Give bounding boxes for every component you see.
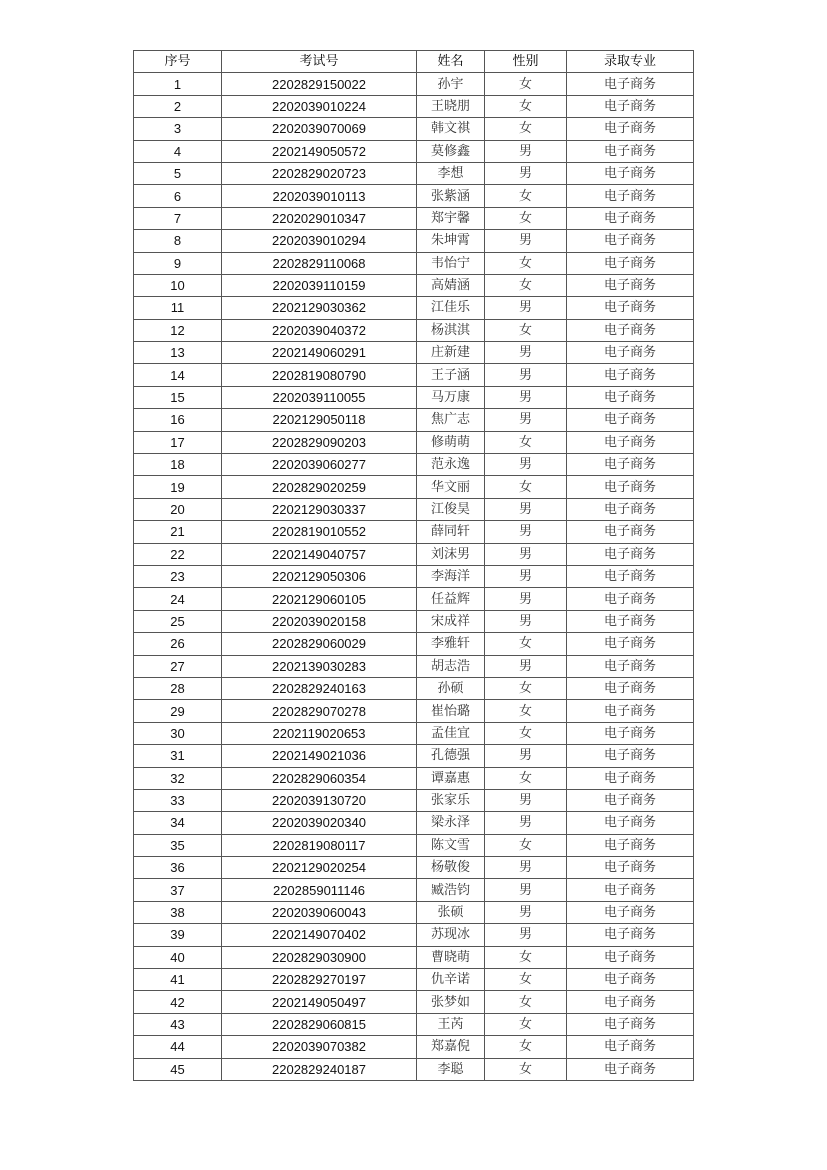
cell-gender: 男 (485, 745, 567, 767)
table-row (134, 610, 694, 632)
cell-name: 杨敬俊 (417, 857, 485, 879)
cell-major: 电子商务 (567, 73, 694, 95)
cell-name: 修萌萌 (417, 431, 485, 453)
cell-seq: 31 (134, 745, 222, 767)
cell-name: 韩文祺 (417, 118, 485, 140)
cell-gender: 男 (485, 386, 567, 408)
table-row (134, 454, 694, 476)
cell-gender: 男 (485, 565, 567, 587)
cell-name: 张家乐 (417, 789, 485, 811)
cell-name: 范永逸 (417, 454, 485, 476)
cell-exam-no: 2202829070278 (222, 700, 417, 722)
cell-name: 孟佳宜 (417, 722, 485, 744)
cell-seq: 27 (134, 655, 222, 677)
cell-name: 李雅轩 (417, 633, 485, 655)
table-row (134, 655, 694, 677)
cell-seq: 11 (134, 297, 222, 319)
cell-seq: 10 (134, 274, 222, 296)
cell-seq: 35 (134, 834, 222, 856)
cell-gender: 男 (485, 901, 567, 923)
cell-exam-no: 2202829030900 (222, 946, 417, 968)
header-seq: 序号 (134, 51, 222, 73)
cell-seq: 33 (134, 789, 222, 811)
table-row (134, 73, 694, 95)
cell-seq: 26 (134, 633, 222, 655)
cell-major: 电子商务 (567, 297, 694, 319)
cell-exam-no: 2202819080117 (222, 834, 417, 856)
table-row (134, 677, 694, 699)
cell-name: 郑宇馨 (417, 207, 485, 229)
cell-exam-no: 2202829270197 (222, 969, 417, 991)
cell-major: 电子商务 (567, 722, 694, 744)
cell-name: 王子涵 (417, 364, 485, 386)
cell-seq: 30 (134, 722, 222, 744)
cell-gender: 女 (485, 207, 567, 229)
cell-seq: 21 (134, 521, 222, 543)
cell-gender: 女 (485, 476, 567, 498)
cell-major: 电子商务 (567, 342, 694, 364)
cell-exam-no: 2202029010347 (222, 207, 417, 229)
table-row (134, 274, 694, 296)
cell-major: 电子商务 (567, 901, 694, 923)
cell-seq: 6 (134, 185, 222, 207)
cell-seq: 16 (134, 409, 222, 431)
table-row (134, 745, 694, 767)
cell-seq: 37 (134, 879, 222, 901)
cell-major: 电子商务 (567, 543, 694, 565)
cell-seq: 43 (134, 1013, 222, 1035)
cell-name: 陈文雪 (417, 834, 485, 856)
cell-seq: 9 (134, 252, 222, 274)
cell-seq: 18 (134, 454, 222, 476)
table-row (134, 118, 694, 140)
cell-gender: 男 (485, 924, 567, 946)
cell-major: 电子商务 (567, 409, 694, 431)
cell-major: 电子商务 (567, 1013, 694, 1035)
cell-gender: 男 (485, 812, 567, 834)
cell-exam-no: 2202119020653 (222, 722, 417, 744)
table-row (134, 431, 694, 453)
cell-major: 电子商务 (567, 700, 694, 722)
cell-major: 电子商务 (567, 185, 694, 207)
cell-gender: 男 (485, 297, 567, 319)
cell-major: 电子商务 (567, 812, 694, 834)
cell-major: 电子商务 (567, 476, 694, 498)
cell-seq: 23 (134, 565, 222, 587)
cell-major: 电子商务 (567, 789, 694, 811)
cell-name: 焦广志 (417, 409, 485, 431)
cell-name: 薛同轩 (417, 521, 485, 543)
table-row (134, 700, 694, 722)
cell-seq: 44 (134, 1036, 222, 1058)
cell-name: 马万康 (417, 386, 485, 408)
cell-exam-no: 2202129020254 (222, 857, 417, 879)
cell-gender: 女 (485, 319, 567, 341)
cell-exam-no: 2202859011146 (222, 879, 417, 901)
cell-major: 电子商务 (567, 252, 694, 274)
cell-gender: 女 (485, 633, 567, 655)
cell-major: 电子商务 (567, 767, 694, 789)
cell-name: 曹晓萌 (417, 946, 485, 968)
cell-name: 张紫涵 (417, 185, 485, 207)
cell-gender: 男 (485, 342, 567, 364)
cell-name: 孙宇 (417, 73, 485, 95)
header-row (134, 51, 694, 73)
cell-exam-no: 2202039010113 (222, 185, 417, 207)
cell-major: 电子商务 (567, 655, 694, 677)
cell-name: 张硕 (417, 901, 485, 923)
cell-major: 电子商务 (567, 521, 694, 543)
cell-name: 高婧涵 (417, 274, 485, 296)
cell-exam-no: 2202039060277 (222, 454, 417, 476)
cell-seq: 20 (134, 498, 222, 520)
cell-gender: 女 (485, 700, 567, 722)
table-row (134, 162, 694, 184)
cell-name: 朱坤霄 (417, 230, 485, 252)
table-row (134, 252, 694, 274)
cell-major: 电子商务 (567, 857, 694, 879)
cell-gender: 女 (485, 252, 567, 274)
cell-major: 电子商务 (567, 1058, 694, 1080)
cell-seq: 3 (134, 118, 222, 140)
table-row (134, 521, 694, 543)
cell-exam-no: 2202149021036 (222, 745, 417, 767)
table-row (134, 498, 694, 520)
cell-exam-no: 2202149050497 (222, 991, 417, 1013)
cell-name: 任益辉 (417, 588, 485, 610)
cell-major: 电子商务 (567, 454, 694, 476)
cell-major: 电子商务 (567, 834, 694, 856)
cell-major: 电子商务 (567, 274, 694, 296)
table-row (134, 1036, 694, 1058)
cell-major: 电子商务 (567, 991, 694, 1013)
cell-exam-no: 2202039070069 (222, 118, 417, 140)
table-row (134, 140, 694, 162)
cell-seq: 42 (134, 991, 222, 1013)
cell-exam-no: 2202829240187 (222, 1058, 417, 1080)
table-row (134, 364, 694, 386)
cell-name: 臧浩钧 (417, 879, 485, 901)
cell-gender: 男 (485, 610, 567, 632)
cell-seq: 39 (134, 924, 222, 946)
cell-exam-no: 2202129030362 (222, 297, 417, 319)
cell-gender: 女 (485, 677, 567, 699)
cell-seq: 32 (134, 767, 222, 789)
cell-name: 李聪 (417, 1058, 485, 1080)
cell-gender: 女 (485, 73, 567, 95)
cell-major: 电子商务 (567, 565, 694, 587)
table-row (134, 722, 694, 744)
cell-exam-no: 2202829150022 (222, 73, 417, 95)
cell-exam-no: 2202829060029 (222, 633, 417, 655)
cell-exam-no: 2202039020158 (222, 610, 417, 632)
cell-seq: 45 (134, 1058, 222, 1080)
header-name: 姓名 (417, 51, 485, 73)
cell-seq: 14 (134, 364, 222, 386)
cell-seq: 4 (134, 140, 222, 162)
cell-exam-no: 2202149070402 (222, 924, 417, 946)
cell-exam-no: 2202829060354 (222, 767, 417, 789)
cell-gender: 女 (485, 185, 567, 207)
cell-seq: 7 (134, 207, 222, 229)
cell-exam-no: 2202039040372 (222, 319, 417, 341)
table-row (134, 789, 694, 811)
cell-seq: 25 (134, 610, 222, 632)
cell-gender: 女 (485, 1036, 567, 1058)
cell-gender: 女 (485, 834, 567, 856)
cell-seq: 13 (134, 342, 222, 364)
admission-table (133, 50, 694, 1081)
table-row (134, 834, 694, 856)
table-row (134, 969, 694, 991)
cell-name: 张梦如 (417, 991, 485, 1013)
cell-major: 电子商务 (567, 364, 694, 386)
cell-exam-no: 2202039060043 (222, 901, 417, 923)
cell-seq: 28 (134, 677, 222, 699)
cell-exam-no: 2202829020259 (222, 476, 417, 498)
cell-major: 电子商务 (567, 386, 694, 408)
cell-exam-no: 2202149040757 (222, 543, 417, 565)
cell-gender: 男 (485, 857, 567, 879)
cell-gender: 男 (485, 498, 567, 520)
cell-seq: 8 (134, 230, 222, 252)
table-row (134, 879, 694, 901)
cell-gender: 女 (485, 274, 567, 296)
cell-major: 电子商务 (567, 924, 694, 946)
table-row (134, 588, 694, 610)
cell-name: 宋成祥 (417, 610, 485, 632)
table-row (134, 207, 694, 229)
table-row (134, 565, 694, 587)
table-row (134, 476, 694, 498)
cell-seq: 36 (134, 857, 222, 879)
cell-gender: 女 (485, 431, 567, 453)
cell-major: 电子商务 (567, 677, 694, 699)
cell-gender: 女 (485, 722, 567, 744)
cell-name: 梁永泽 (417, 812, 485, 834)
cell-seq: 2 (134, 95, 222, 117)
header-major: 录取专业 (567, 51, 694, 73)
cell-exam-no: 2202039010224 (222, 95, 417, 117)
cell-gender: 男 (485, 789, 567, 811)
table-row (134, 857, 694, 879)
cell-gender: 女 (485, 767, 567, 789)
table-row (134, 946, 694, 968)
table-row (134, 386, 694, 408)
cell-major: 电子商务 (567, 498, 694, 520)
table-row (134, 924, 694, 946)
cell-major: 电子商务 (567, 588, 694, 610)
cell-gender: 女 (485, 946, 567, 968)
cell-name: 庄新建 (417, 342, 485, 364)
cell-gender: 男 (485, 364, 567, 386)
cell-exam-no: 2202139030283 (222, 655, 417, 677)
cell-gender: 男 (485, 140, 567, 162)
cell-name: 韦怡宁 (417, 252, 485, 274)
cell-gender: 女 (485, 118, 567, 140)
cell-major: 电子商务 (567, 969, 694, 991)
cell-name: 莫修鑫 (417, 140, 485, 162)
cell-major: 电子商务 (567, 879, 694, 901)
cell-gender: 男 (485, 655, 567, 677)
cell-major: 电子商务 (567, 95, 694, 117)
table-row (134, 342, 694, 364)
cell-exam-no: 2202819080790 (222, 364, 417, 386)
cell-gender: 女 (485, 95, 567, 117)
table-row (134, 185, 694, 207)
cell-seq: 34 (134, 812, 222, 834)
table-row (134, 633, 694, 655)
cell-exam-no: 2202039110159 (222, 274, 417, 296)
table-row (134, 409, 694, 431)
cell-major: 电子商务 (567, 118, 694, 140)
cell-name: 华文丽 (417, 476, 485, 498)
cell-exam-no: 2202829240163 (222, 677, 417, 699)
cell-exam-no: 2202129060105 (222, 588, 417, 610)
cell-gender: 男 (485, 162, 567, 184)
cell-seq: 19 (134, 476, 222, 498)
cell-name: 李想 (417, 162, 485, 184)
cell-exam-no: 2202829110068 (222, 252, 417, 274)
cell-major: 电子商务 (567, 140, 694, 162)
header-exam-no: 考试号 (222, 51, 417, 73)
cell-name: 杨淇淇 (417, 319, 485, 341)
cell-major: 电子商务 (567, 946, 694, 968)
cell-major: 电子商务 (567, 230, 694, 252)
cell-gender: 男 (485, 230, 567, 252)
table-body (134, 73, 694, 1081)
cell-exam-no: 2202829020723 (222, 162, 417, 184)
cell-major: 电子商务 (567, 610, 694, 632)
cell-exam-no: 2202039010294 (222, 230, 417, 252)
cell-gender: 女 (485, 991, 567, 1013)
table-row (134, 543, 694, 565)
cell-major: 电子商务 (567, 1036, 694, 1058)
table-row (134, 319, 694, 341)
cell-name: 苏现冰 (417, 924, 485, 946)
cell-seq: 38 (134, 901, 222, 923)
cell-major: 电子商务 (567, 207, 694, 229)
cell-major: 电子商务 (567, 319, 694, 341)
table-row (134, 230, 694, 252)
cell-major: 电子商务 (567, 745, 694, 767)
cell-exam-no: 2202149050572 (222, 140, 417, 162)
table-row (134, 767, 694, 789)
cell-major: 电子商务 (567, 633, 694, 655)
cell-name: 孙硕 (417, 677, 485, 699)
cell-gender: 男 (485, 543, 567, 565)
cell-seq: 22 (134, 543, 222, 565)
cell-exam-no: 2202039130720 (222, 789, 417, 811)
cell-name: 江佳乐 (417, 297, 485, 319)
cell-exam-no: 2202819010552 (222, 521, 417, 543)
cell-exam-no: 2202149060291 (222, 342, 417, 364)
cell-seq: 24 (134, 588, 222, 610)
cell-exam-no: 2202129050118 (222, 409, 417, 431)
table-row (134, 1058, 694, 1080)
cell-gender: 男 (485, 588, 567, 610)
cell-name: 王芮 (417, 1013, 485, 1035)
cell-name: 仇辛诺 (417, 969, 485, 991)
cell-exam-no: 2202129050306 (222, 565, 417, 587)
cell-seq: 5 (134, 162, 222, 184)
cell-seq: 15 (134, 386, 222, 408)
cell-name: 胡志浩 (417, 655, 485, 677)
cell-major: 电子商务 (567, 431, 694, 453)
cell-exam-no: 2202039070382 (222, 1036, 417, 1058)
cell-name: 孔德强 (417, 745, 485, 767)
table-row (134, 812, 694, 834)
cell-seq: 41 (134, 969, 222, 991)
cell-name: 江俊昊 (417, 498, 485, 520)
cell-gender: 男 (485, 879, 567, 901)
cell-exam-no: 2202829060815 (222, 1013, 417, 1035)
cell-seq: 17 (134, 431, 222, 453)
cell-seq: 12 (134, 319, 222, 341)
cell-gender: 男 (485, 454, 567, 476)
cell-name: 郑嘉倪 (417, 1036, 485, 1058)
cell-gender: 女 (485, 1013, 567, 1035)
table-row (134, 297, 694, 319)
header-gender: 性别 (485, 51, 567, 73)
table-row (134, 95, 694, 117)
cell-exam-no: 2202039020340 (222, 812, 417, 834)
cell-name: 王晓朋 (417, 95, 485, 117)
cell-seq: 40 (134, 946, 222, 968)
cell-gender: 女 (485, 1058, 567, 1080)
cell-exam-no: 2202039110055 (222, 386, 417, 408)
cell-gender: 男 (485, 409, 567, 431)
table-row (134, 1013, 694, 1035)
cell-name: 谭嘉惠 (417, 767, 485, 789)
cell-exam-no: 2202129030337 (222, 498, 417, 520)
cell-exam-no: 2202829090203 (222, 431, 417, 453)
cell-seq: 29 (134, 700, 222, 722)
cell-gender: 男 (485, 521, 567, 543)
cell-name: 崔怡璐 (417, 700, 485, 722)
cell-name: 刘沫男 (417, 543, 485, 565)
table-row (134, 901, 694, 923)
table-row (134, 991, 694, 1013)
cell-gender: 女 (485, 969, 567, 991)
cell-major: 电子商务 (567, 162, 694, 184)
cell-name: 李海洋 (417, 565, 485, 587)
cell-seq: 1 (134, 73, 222, 95)
